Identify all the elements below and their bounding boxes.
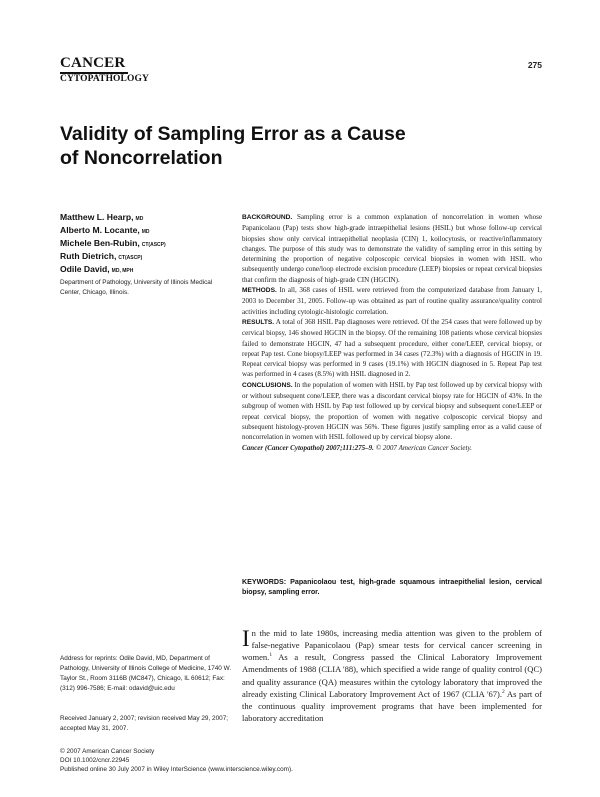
author [60,238,166,251]
body-text-part: As a result, Congress passed the Clinical Laboratory Improvement Amendments of 1988 (CLIA '88), which specified a wide range of quality control (QC) and quality assurance (QA) measures within the cytology laboratory that improved the already existing Clinical Laboratory Improvement Act of 1967 (CLIA '67). [242,652,542,699]
journal-logo [60,55,149,85]
page-number: 275 [527,60,542,70]
author-name: Alberto M. Locante, [60,225,140,236]
reference-marker[interactable]: 2 [502,688,505,695]
reference-marker[interactable]: 1 [269,652,273,659]
footer-doi[interactable]: DOI 10.1002/cncr.22945 [60,756,130,764]
background-label: BACKGROUND. [242,214,293,221]
author [60,251,166,264]
body-text [242,627,542,724]
abstract [242,212,542,453]
author-credentials: CT(ASCP) [141,241,166,248]
citation-ref: 2007;111:275–9. [325,443,374,452]
author-credentials: MD, MPH [111,267,134,274]
journal-logo-section: CYTOPATHOLOGY [60,73,149,84]
abstract-citation [242,443,542,453]
reprint-address: Address for reprints: Odile David, MD, Department of Pathology, University of Illinois College of Medicine, 1740 W. Taylor St., Room 3116B (MC847), Chicago, IL 60612; Fax: (312) 996-7586; E-mail: odavid@uic.edu [60,655,232,692]
abstract-methods [242,285,542,317]
keywords: KEYWORDS: Papanicolaou test, high-grade squamous intraepithelial lesion, cervical biopsy, sampling error. [242,578,542,597]
footer-published: Published online 30 July 2007 in Wiley InterScience (www.interscience.wiley.com). [60,765,293,773]
received-dates: Received January 2, 2007; revision received May 29, 2007; accepted May 31, 2007. [60,715,229,732]
body-text-part: n the mid to late 1980s, increasing media attention was given to the problem of false-negative Papanicolaou (Pap) smear tests for cervical cancer screening in women. [242,628,542,663]
drop-cap: I [242,626,250,651]
author [60,264,166,277]
affiliation: Department of Pathology, University of Illinois Medical Center, Chicago, Illinois. [60,279,213,296]
citation-journal: Cancer (Cancer Cytopathol) [242,443,325,452]
author [60,212,166,225]
author-credentials: CT(ASCP) [118,254,143,261]
journal-logo-name: CANCER [60,55,126,71]
results-label: RESULTS. [242,318,275,326]
abstract-conclusions [242,380,542,443]
results-text: A total of 368 HSIL Pap diagnoses were retrieved. Of the 254 cases that were followed up by cervical biopsy, 146 showed HGCIN in the biopsy. Of the remaining 108 patients whose cervical biopsies failed to demonstrate HGCIN, 47 had a subsequent procedure, either cone/LEEP, cervical biopsy, or repeat Pap test. Cone biopsy/LEEP was performed in 34 cases (72.3%) with a diagnosis of HGCIN in 19. Repeat cervical biopsy was performed in 9 cases (19.1%) with HGCIN diagnosed in 5. Repeat Pap test was performed in 4 cases (8.5%) with HSIL diagnosed in 2. [242,317,542,379]
author-name: Odile David, [60,264,110,275]
author-name: Ruth Dietrich, [60,251,117,262]
citation-copyright: © 2007 American Cancer Society. [375,443,472,452]
footer-copyright: © 2007 American Cancer Society [60,748,155,755]
author-name: Michele Ben-Rubin, [60,238,140,249]
footer [60,748,293,774]
conclusions-label: CONCLUSIONS. [242,381,293,389]
body-text-part: As part of the continuous quality improvement programs that have been implemented for laboratory accreditation [242,688,542,724]
abstract-background [242,212,542,285]
background-text: Sampling error is a common explanation of noncorrelation in women whose Papanicolaou (Pap) tests show high-grade intraepithelial lesions (HSIL) but whose follow-up cervical biopsies show only cervical intraepithelial neoplasia (CIN) 1, koilocytosis, or reactive/inflammatory changes. The purpose of this study was to demonstrate the validity of sampling error in this setting by determining the proportion of negative colposcopic cervical biopsies in women with HSIL who subsequently undergo cone/loop electrode excision procedure (LEEP) biopsies or repeat cervical biopsies that confirm the diagnosis of high-grade CIN (HGCIN). [242,213,542,284]
author-credentials: MD [135,215,144,222]
methods-label: METHODS. [242,287,277,295]
author [60,225,166,238]
author-credentials: MD [141,228,150,235]
methods-text: In all, 368 cases of HSIL were retrieved from the computerized database from January 1, 2003 to December 31, 2005. Follow-up was obtained as part of routine quality assurance/quality control activities including cytologic-histologic correlation. [242,286,542,316]
conclusions-text: In the population of women with HSIL by Pap test followed up by cervical biopsy with or without subsequent cone/LEEP, there was a discordant cervical biopsy rate for HGCIN of 43%. In the subgroup of women with HSIL by Pap test followed up by cervical biopsy and subsequent cone/LEEP or repeat cervical biopsy, the proportion of women with negative colposcopic cervical biopsy and subsequent histology-proven HGCIN was 56%. These figures justify sampling error as a valid cause of noncorrelation in women with HSIL followed up by cervical biopsy alone. [242,380,542,442]
article-title: Validity of Sampling Error as a Cause of Noncorrelation [60,123,406,169]
author-list [60,212,166,277]
author-name: Matthew L. Hearp, [60,212,134,222]
abstract-results [242,317,542,380]
